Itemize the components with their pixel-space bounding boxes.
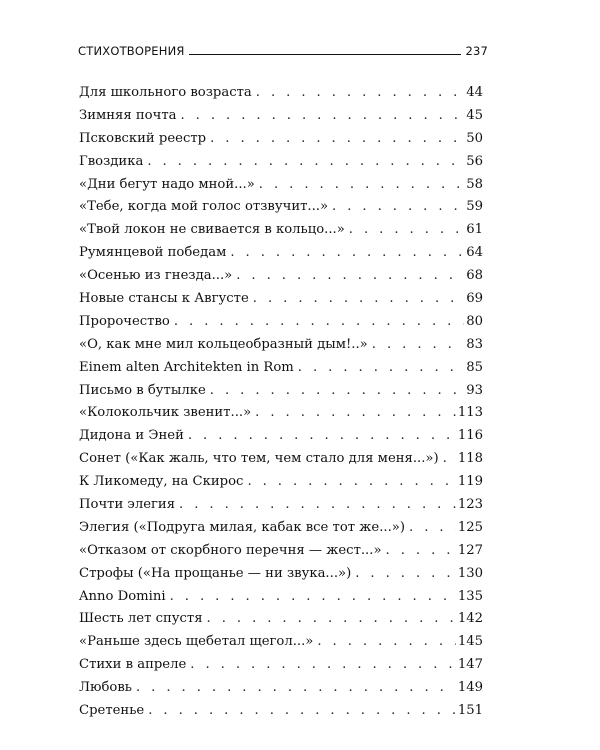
toc-entry bbox=[79, 631, 483, 654]
toc-entry bbox=[79, 494, 483, 517]
toc-entry bbox=[79, 380, 483, 403]
entry-title: Гвоздика bbox=[79, 153, 144, 169]
entry-title: «Раньше здесь щебетал щегол...» bbox=[79, 634, 314, 650]
entry-title: Стихи в апреле bbox=[79, 657, 187, 673]
entry-page: 119 bbox=[457, 474, 483, 490]
entry-page: 85 bbox=[466, 359, 483, 375]
entry-title: Шесть лет спустя bbox=[79, 611, 203, 627]
toc-entry bbox=[79, 105, 483, 128]
dot-leader bbox=[372, 334, 464, 357]
toc-entry bbox=[79, 357, 483, 380]
header-rule bbox=[189, 54, 462, 55]
entry-title: «Отказом от скорбного перечня — жест...» bbox=[79, 542, 382, 558]
entry-page: 64 bbox=[466, 245, 483, 261]
entry-page: 113 bbox=[457, 405, 483, 421]
dot-leader bbox=[256, 82, 464, 105]
dot-leader bbox=[355, 563, 456, 586]
entry-title: К Ликомеду, на Скирос bbox=[79, 474, 244, 490]
toc-entry bbox=[79, 517, 483, 540]
dot-leader bbox=[136, 677, 456, 700]
toc-entry bbox=[79, 654, 483, 677]
dot-leader bbox=[147, 151, 464, 174]
dot-leader bbox=[179, 494, 456, 517]
dot-leader bbox=[386, 540, 456, 563]
entry-page: 135 bbox=[457, 588, 483, 604]
dot-leader bbox=[181, 105, 465, 128]
entry-title: Любовь bbox=[79, 680, 132, 696]
entry-title: «О, как мне мил кольцеобразный дым!..» bbox=[79, 336, 368, 352]
entry-page: 149 bbox=[457, 680, 483, 696]
entry-page: 123 bbox=[457, 497, 483, 513]
section-title: СТИХОТВОРЕНИЯ bbox=[78, 44, 185, 58]
dot-leader bbox=[409, 517, 456, 540]
toc-entry bbox=[79, 677, 483, 700]
entry-page: 58 bbox=[466, 176, 483, 192]
dot-leader bbox=[247, 471, 455, 494]
toc-entry bbox=[79, 425, 483, 448]
entry-title: Почти элегия bbox=[79, 497, 176, 513]
entry-title: Новые стансы к Августе bbox=[79, 291, 249, 307]
entry-page: 116 bbox=[457, 428, 483, 444]
entry-page: 56 bbox=[466, 153, 483, 169]
entry-title: Для школьного возраста bbox=[79, 85, 252, 100]
entry-page: 45 bbox=[466, 107, 483, 123]
toc-entry bbox=[79, 219, 483, 242]
entry-page: 145 bbox=[457, 634, 483, 650]
entry-title: «Твой локон не свивается в кольцо...» bbox=[79, 222, 345, 238]
page-number: 237 bbox=[465, 44, 488, 58]
entry-title: Строфы («На прощанье — ни звука...») bbox=[79, 565, 352, 581]
entry-page: 69 bbox=[466, 291, 483, 307]
toc-entry bbox=[79, 174, 483, 197]
dot-leader bbox=[174, 311, 464, 334]
entry-title: «Тебе, когда мой голос отзвучит...» bbox=[79, 199, 329, 215]
dot-leader bbox=[349, 219, 464, 242]
toc-entry bbox=[79, 82, 483, 105]
dot-leader bbox=[255, 402, 456, 425]
entry-title: Пророчество bbox=[79, 313, 170, 329]
dot-leader bbox=[170, 586, 456, 609]
entry-page: 147 bbox=[457, 657, 483, 673]
dot-leader bbox=[332, 196, 464, 219]
entry-title: Einem alten Architekten in Rom bbox=[79, 359, 294, 375]
entry-page: 59 bbox=[466, 199, 483, 215]
entry-title: Anno Domini bbox=[79, 588, 166, 604]
entry-title: «Колокольчик звенит...» bbox=[79, 405, 252, 421]
dot-leader bbox=[317, 631, 455, 654]
table-of-contents bbox=[79, 82, 483, 723]
entry-title: «Дни бегут надо мной...» bbox=[79, 176, 255, 192]
toc-entry bbox=[79, 402, 483, 425]
entry-title: Зимняя почта bbox=[79, 107, 177, 123]
entry-title: Сонет («Как жаль, что тем, чем стало для меня...») bbox=[79, 451, 439, 467]
toc-entry bbox=[79, 563, 483, 586]
dot-leader bbox=[443, 448, 456, 471]
toc-entry bbox=[79, 448, 483, 471]
entry-title: Румянцевой победам bbox=[79, 245, 227, 261]
toc-entry bbox=[79, 311, 483, 334]
dot-leader bbox=[188, 425, 456, 448]
dot-leader bbox=[207, 608, 456, 631]
entry-title: Элегия («Подруга милая, кабак все тот же...») bbox=[79, 519, 406, 535]
running-head bbox=[78, 44, 488, 58]
toc-entry bbox=[79, 128, 483, 151]
entry-page: 142 bbox=[457, 611, 483, 627]
entry-page: 44 bbox=[466, 85, 483, 100]
dot-leader bbox=[190, 654, 456, 677]
toc-entry bbox=[79, 540, 483, 563]
toc-entry bbox=[79, 608, 483, 631]
dot-leader bbox=[148, 700, 456, 723]
entry-title: «Осенью из гнезда...» bbox=[79, 268, 233, 284]
toc-entry bbox=[79, 471, 483, 494]
toc-entry bbox=[79, 196, 483, 219]
toc-entry bbox=[79, 700, 483, 723]
entry-page: 68 bbox=[466, 268, 483, 284]
toc-entry bbox=[79, 242, 483, 265]
dot-leader bbox=[253, 288, 464, 311]
entry-page: 83 bbox=[466, 336, 483, 352]
entry-page: 50 bbox=[466, 130, 483, 146]
entry-page: 93 bbox=[466, 382, 483, 398]
entry-title: Псковский реестр bbox=[79, 130, 207, 146]
entry-page: 127 bbox=[457, 542, 483, 558]
entry-page: 151 bbox=[457, 703, 483, 719]
toc-entry bbox=[79, 288, 483, 311]
dot-leader bbox=[210, 380, 464, 403]
entry-page: 130 bbox=[457, 565, 483, 581]
dot-leader bbox=[298, 357, 464, 380]
dot-leader bbox=[210, 128, 464, 151]
dot-leader bbox=[259, 174, 464, 197]
dot-leader bbox=[236, 265, 464, 288]
entry-page: 80 bbox=[466, 313, 483, 329]
entry-page: 118 bbox=[457, 451, 483, 467]
entry-page: 125 bbox=[457, 519, 483, 535]
toc-entry bbox=[79, 586, 483, 609]
toc-entry bbox=[79, 334, 483, 357]
entry-title: Сретенье bbox=[79, 703, 145, 719]
entry-title: Письмо в бутылке bbox=[79, 382, 206, 398]
entry-page: 61 bbox=[466, 222, 483, 238]
toc-entry bbox=[79, 265, 483, 288]
dot-leader bbox=[230, 242, 464, 265]
toc-entry bbox=[79, 151, 483, 174]
entry-title: Дидона и Эней bbox=[79, 428, 184, 444]
